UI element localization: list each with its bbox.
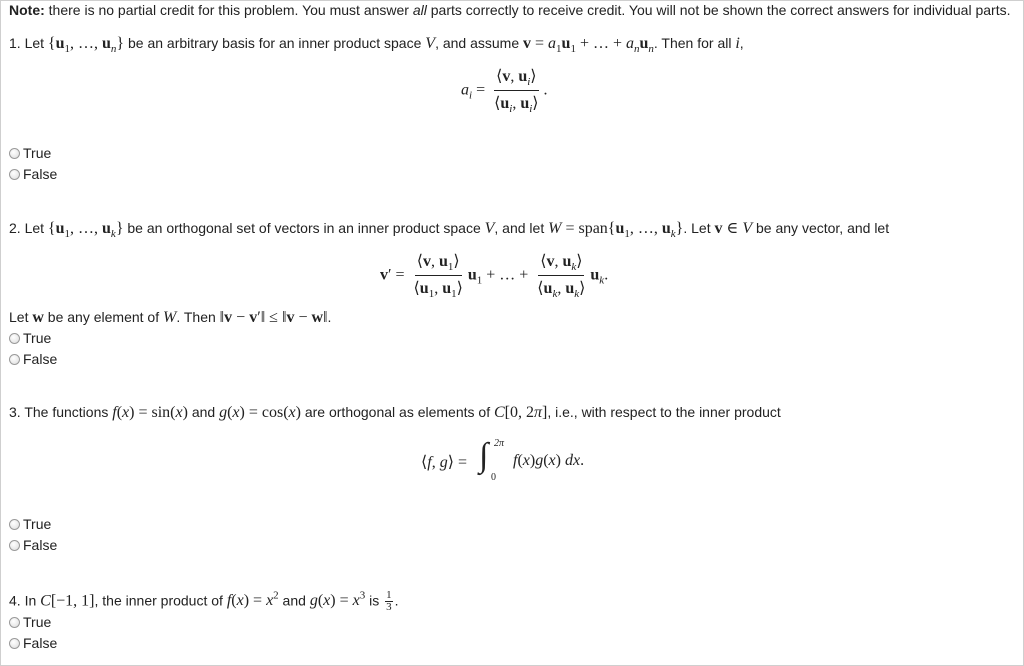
q1-option-false[interactable]: False: [9, 166, 57, 182]
question-4-text: 4. In C[−1, 1], the inner product of $f(x) = x^2$ and $g(x) = x^3$ is $\frac{1}{3}$ .: [9, 589, 399, 614]
q2-false-radio[interactable]: [9, 354, 20, 365]
question-3-text: 3. The functions f(x) = sin(x) and g(x) = cos(x) are orthogonal as elements of C[0, 2π], i.e., with respect to the inner product: [9, 404, 781, 421]
q2-option-false[interactable]: False: [9, 351, 57, 367]
q3-option-true[interactable]: True: [9, 516, 51, 532]
q4-option-false[interactable]: False: [9, 635, 57, 651]
q3-false-radio[interactable]: [9, 540, 20, 551]
q1-true-radio[interactable]: [9, 148, 20, 159]
q2-option-true[interactable]: True: [9, 330, 51, 346]
q1-false-radio[interactable]: [9, 169, 20, 180]
note-line: Note: there is no partial credit for this problem. You must answer all parts correctly to receive credit. You will not be shown the correct answers for individual parts.: [9, 2, 1011, 18]
question-2-formula: v′ = $\frac{⟨v, u_1⟩}{⟨u_1, u_1⟩}$ $u_1$ + … + $\frac{⟨v, u_k⟩}{⟨u_k, u_k⟩}$ $u_k$.: [380, 253, 609, 301]
q4-true-radio[interactable]: [9, 617, 20, 628]
question-2-followup: Let w be any element of W. Then ‖v − v′‖ ≤ ‖v − w‖.: [9, 309, 332, 326]
q3-true-radio[interactable]: [9, 519, 20, 530]
q3-option-false[interactable]: False: [9, 537, 57, 553]
q2-true-radio[interactable]: [9, 333, 20, 344]
q1-option-true[interactable]: True: [9, 145, 51, 161]
question-2-text: 2. Let {$u_1$, …, $u_k$} be an orthogonal set of vectors in an inner product space V, and let $W = span\{u_1$, …, $u_k$}. Let v ∈ V be any vector, and let: [9, 220, 890, 241]
question-1-text: 1. Let {$u_1$, …, $u_n$} be an arbitrary basis for an inner product space V, and assume $v = a_1u_1$ + … + $a_nu_n$. Then for all i,: [9, 35, 744, 56]
note-label: Note:: [9, 2, 45, 18]
q4-false-radio[interactable]: [9, 638, 20, 649]
q4-option-true[interactable]: True: [9, 614, 51, 630]
question-1-formula: $a_i$ = $\frac{⟨v, u_i⟩}{⟨u_i, u_i⟩}$ .: [461, 68, 548, 116]
